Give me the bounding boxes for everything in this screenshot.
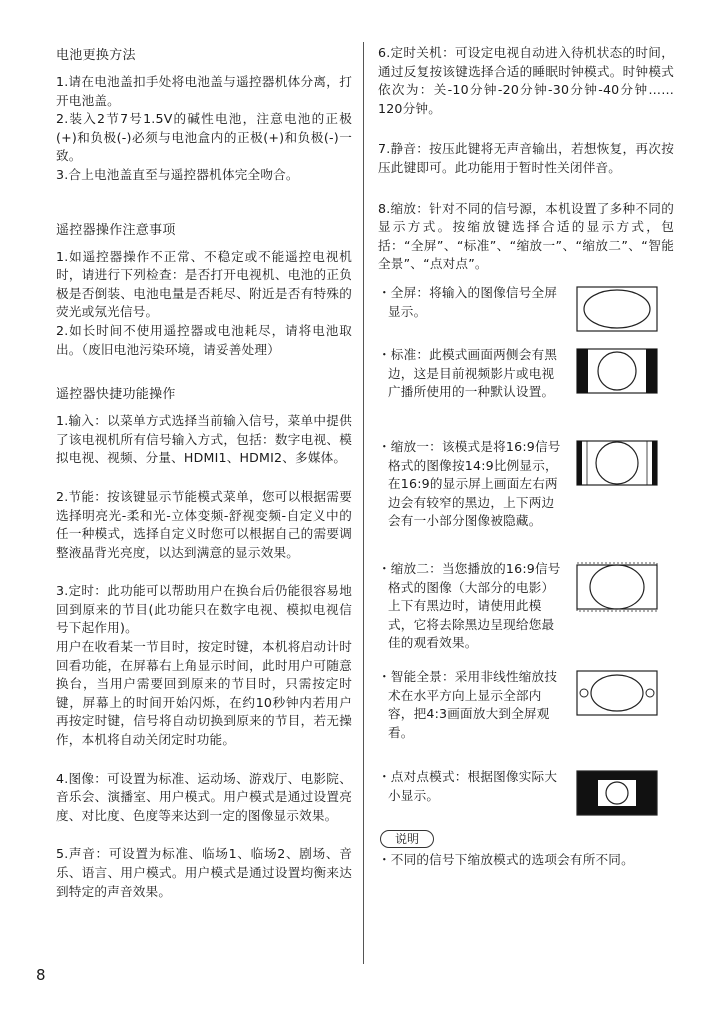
zoom1-diagram-icon — [576, 440, 658, 486]
mode-point-to-point-text: ・点对点模式：根据图像实际大小显示。 — [378, 768, 558, 803]
quick-item-energy: 2.节能：按该键显示节能模式菜单，您可以根据需要选择明亮光-柔和光-立体变频-舒视变频-自定义中的任一种模式，选择自定义时您可以根据自己的需要调整液晶背光亮度，以达到满意的显示效果。 — [56, 488, 352, 560]
item-mute: 7.静音：按压此键将无声音输出，若想恢复，再次按压此键即可。此功能用于暂时性关闭伴音。 — [378, 141, 674, 175]
mode-zoom1 — [378, 438, 674, 560]
battery-step: 2.装入2节7号1.5V的碱性电池，注意电池的正极(+)和负极(-)必须与电池盒内的正极(+)和负极(-)一致。 — [56, 111, 352, 164]
note-text: ・不同的信号下缩放模式的选项会有所不同。 — [378, 851, 634, 867]
left-column — [56, 40, 352, 901]
quick-item-input: 1.输入：以菜单方式选择当前输入信号，菜单中提供了该电视机所有信号输入方式，包括：数字电视、模拟电视、视频、分量、HDMI1、HDMI2、多媒体。 — [56, 413, 352, 466]
smart-panorama-diagram-icon — [576, 670, 658, 716]
mode-point-to-point — [378, 768, 674, 828]
mode-standard-text: ・标准：此模式画面两侧会有黑边，这是目前视频影片或电视广播所使用的一种默认设置。 — [378, 346, 558, 400]
mode-zoom2 — [378, 560, 674, 668]
point-to-point-diagram-icon — [576, 770, 658, 816]
battery-step: 1.请在电池盖扣手处将电池盖与遥控器机体分离，打开电池盖。 — [56, 74, 352, 108]
mode-fullscreen — [378, 284, 674, 346]
battery-step: 3.合上电池盖直至与遥控器机体完全吻合。 — [56, 166, 299, 182]
item-zoom: 8.缩放：针对不同的信号源，本机设置了多种不同的显示方式。按缩放键选择合适的显示方式，包括：“全屏”、“标准”、“缩放一”、“缩放二”、“智能全景”、“点对点”。 — [378, 200, 674, 272]
remote-note: 1.如遥控器操作不正常、不稳定或不能遥控电视机时，请进行下列检查：是否打开电视机、电池的正负极是否倒装、电池电量是否耗尽、附近是否有特殊的荧光或氖光信号。 — [56, 248, 352, 320]
zoom2-diagram-icon — [576, 562, 658, 612]
page-number: 8 — [36, 966, 46, 984]
quick-item-timer: 3.定时：此功能可以帮助用户在换台后仍能很容易地回到原来的节目(此功能只在数字电视、模拟电视信号下起作用)。 用户在收看某一节目时，按定时键，本机将启动计时回看功能，在屏幕右上角显示时间，此时用户可随意换台，当用户需要回到原来的节目时，只需按定时键，屏幕上的时间开始闪烁，在约10秒钟内若用户再按定时键，信号将自动切换到原来的节目，若无操作，本机将自动关闭定时功能。 — [56, 583, 352, 748]
mode-smart-panorama — [378, 668, 674, 768]
mode-smart-panorama-text: ・智能全景：采用非线性缩放技术在水平方向上显示全部内容，把4:3画面放大到全屏观看。 — [378, 668, 558, 740]
mode-zoom1-text: ・缩放一：该模式是将16:9信号格式的图像按14:9比例显示，在16:9的显示屏上画面左右两边会有较窄的黑边，上下两边会有一小部分图像被隐藏。 — [378, 438, 561, 529]
mode-fullscreen-text: ・全屏：将输入的图像信号全屏显示。 — [378, 284, 558, 319]
fullscreen-diagram-icon — [576, 286, 658, 332]
standard-diagram-icon — [576, 348, 658, 394]
mode-standard — [378, 346, 674, 438]
item-sleep-timer: 6.定时关机：可设定电视自动进入待机状态的时间，通过反复按该键选择合适的睡眠时钟模式。时钟模式依次为：关-10分钟-20分钟-30分钟-40分钟……120分钟。 — [378, 45, 674, 116]
quick-item-sound: 5.声音：可设置为标准、临场1、临场2、剧场、音乐、语言、用户模式。用户模式是通过设置均衡来达到特定的声音效果。 — [56, 846, 352, 899]
battery-title: 电池更换方法 — [56, 48, 136, 63]
remote-notes-title: 遥控器操作注意事项 — [56, 222, 176, 238]
column-divider — [363, 42, 364, 964]
quick-title: 遥控器快捷功能操作 — [56, 387, 176, 403]
note-label: 说明 — [380, 830, 434, 848]
right-column — [378, 44, 674, 870]
quick-item-picture: 4.图像：可设置为标准、运动场、游戏厅、电影院、音乐会、演播室、用户模式。用户模式是通过设置亮度、对比度、色度等来达到一定的图像显示效果。 — [56, 770, 352, 823]
remote-note: 2.如长时间不使用遥控器或电池耗尽，请将电池取出。（废旧电池污染环境，请妥善处理） — [56, 322, 352, 357]
mode-zoom2-text: ・缩放二：当您播放的16:9信号格式的图像（大部分的电影）上下有黑边时，请使用此模式，它将去除黑边呈现给您最佳的观看效果。 — [378, 560, 561, 651]
